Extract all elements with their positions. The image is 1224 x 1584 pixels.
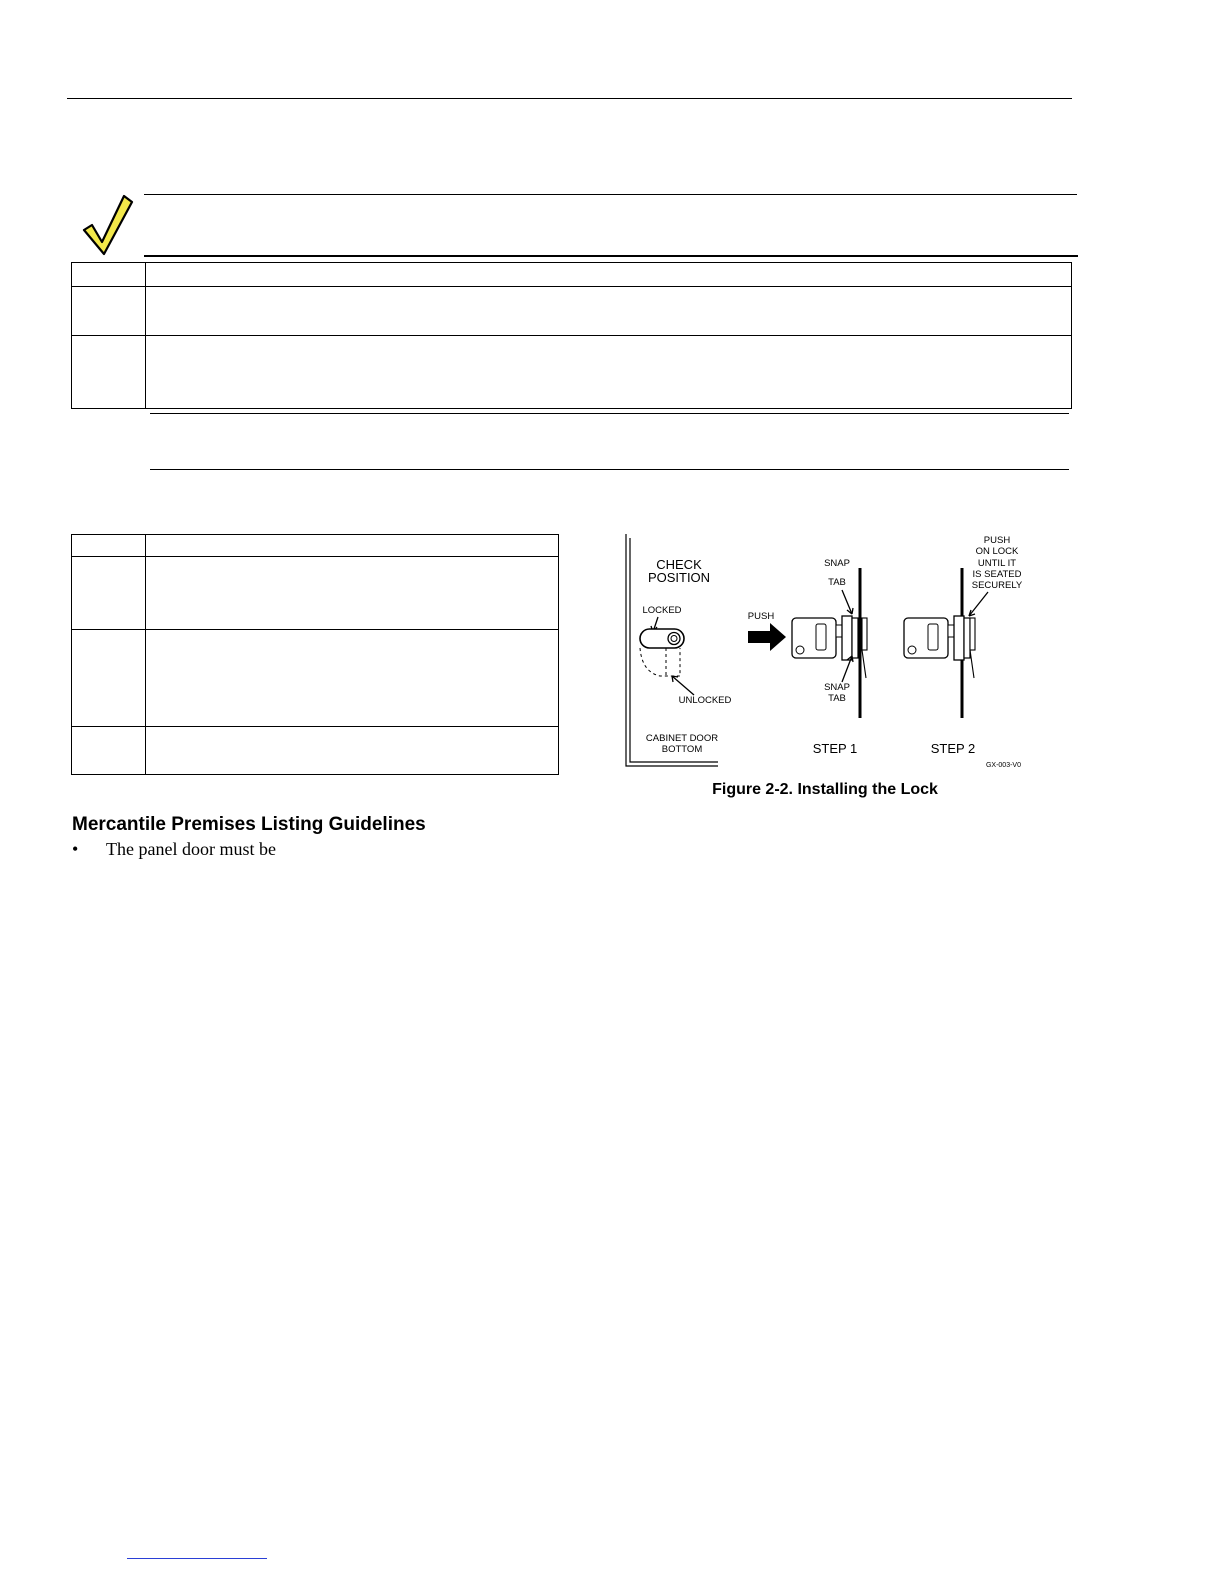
step-1-label: STEP 1 [812, 741, 858, 756]
separator-rule [150, 469, 1069, 470]
wide-table-row-divider [72, 335, 1071, 336]
note-bottom-rule [144, 255, 1078, 257]
narrow-table-row-divider [72, 726, 558, 727]
snap-tab-label: TAB [828, 693, 846, 704]
narrow-table-row-divider [72, 556, 558, 557]
snap-tab-label: SNAP [824, 558, 850, 569]
narrow-table [71, 534, 559, 775]
header-rule [67, 98, 1072, 99]
snap-tab-label: TAB [828, 577, 846, 588]
separator-rule [150, 413, 1069, 414]
check-position-label: CHECK [656, 557, 702, 572]
cabinet-door-label: BOTTOM [661, 744, 703, 755]
push-label: PUSH [747, 611, 775, 622]
locked-label: LOCKED [642, 605, 682, 616]
push-note-label: SECURELY [971, 580, 1023, 591]
section-heading: Mercantile Premises Listing Guidelines [72, 814, 426, 835]
push-note-label: UNTIL IT [977, 558, 1017, 569]
wide-table-row-divider [72, 286, 1071, 287]
step-2-label: STEP 2 [930, 741, 976, 756]
wide-table [71, 262, 1072, 409]
bullet-marker: • [72, 839, 79, 859]
list-item [72, 839, 276, 860]
narrow-table-col-divider [145, 535, 146, 774]
narrow-table-row-divider [72, 629, 558, 630]
lock-installation-figure [620, 530, 1040, 775]
key-icon [904, 616, 975, 678]
lock-knob-icon [640, 629, 684, 676]
push-note-label: PUSH [983, 535, 1011, 546]
push-arrow-icon [748, 623, 786, 651]
note-top-rule [144, 194, 1077, 195]
check-position-label: POSITION [647, 570, 711, 585]
unlocked-label: UNLOCKED [678, 695, 732, 706]
push-note-label: ON LOCK [975, 546, 1019, 557]
key-icon [792, 616, 867, 678]
figure-code: GX-003-V0 [985, 762, 1021, 769]
snap-tab-label: SNAP [824, 682, 850, 693]
cabinet-door-label: CABINET DOOR [645, 733, 719, 744]
footer-link-underline[interactable] [127, 1558, 267, 1559]
checkmark-icon [80, 192, 136, 258]
push-note-label: IS SEATED [972, 569, 1022, 580]
figure-caption: Figure 2-2. Installing the Lock [712, 781, 938, 798]
bullet-text: The panel door must be [106, 839, 276, 859]
